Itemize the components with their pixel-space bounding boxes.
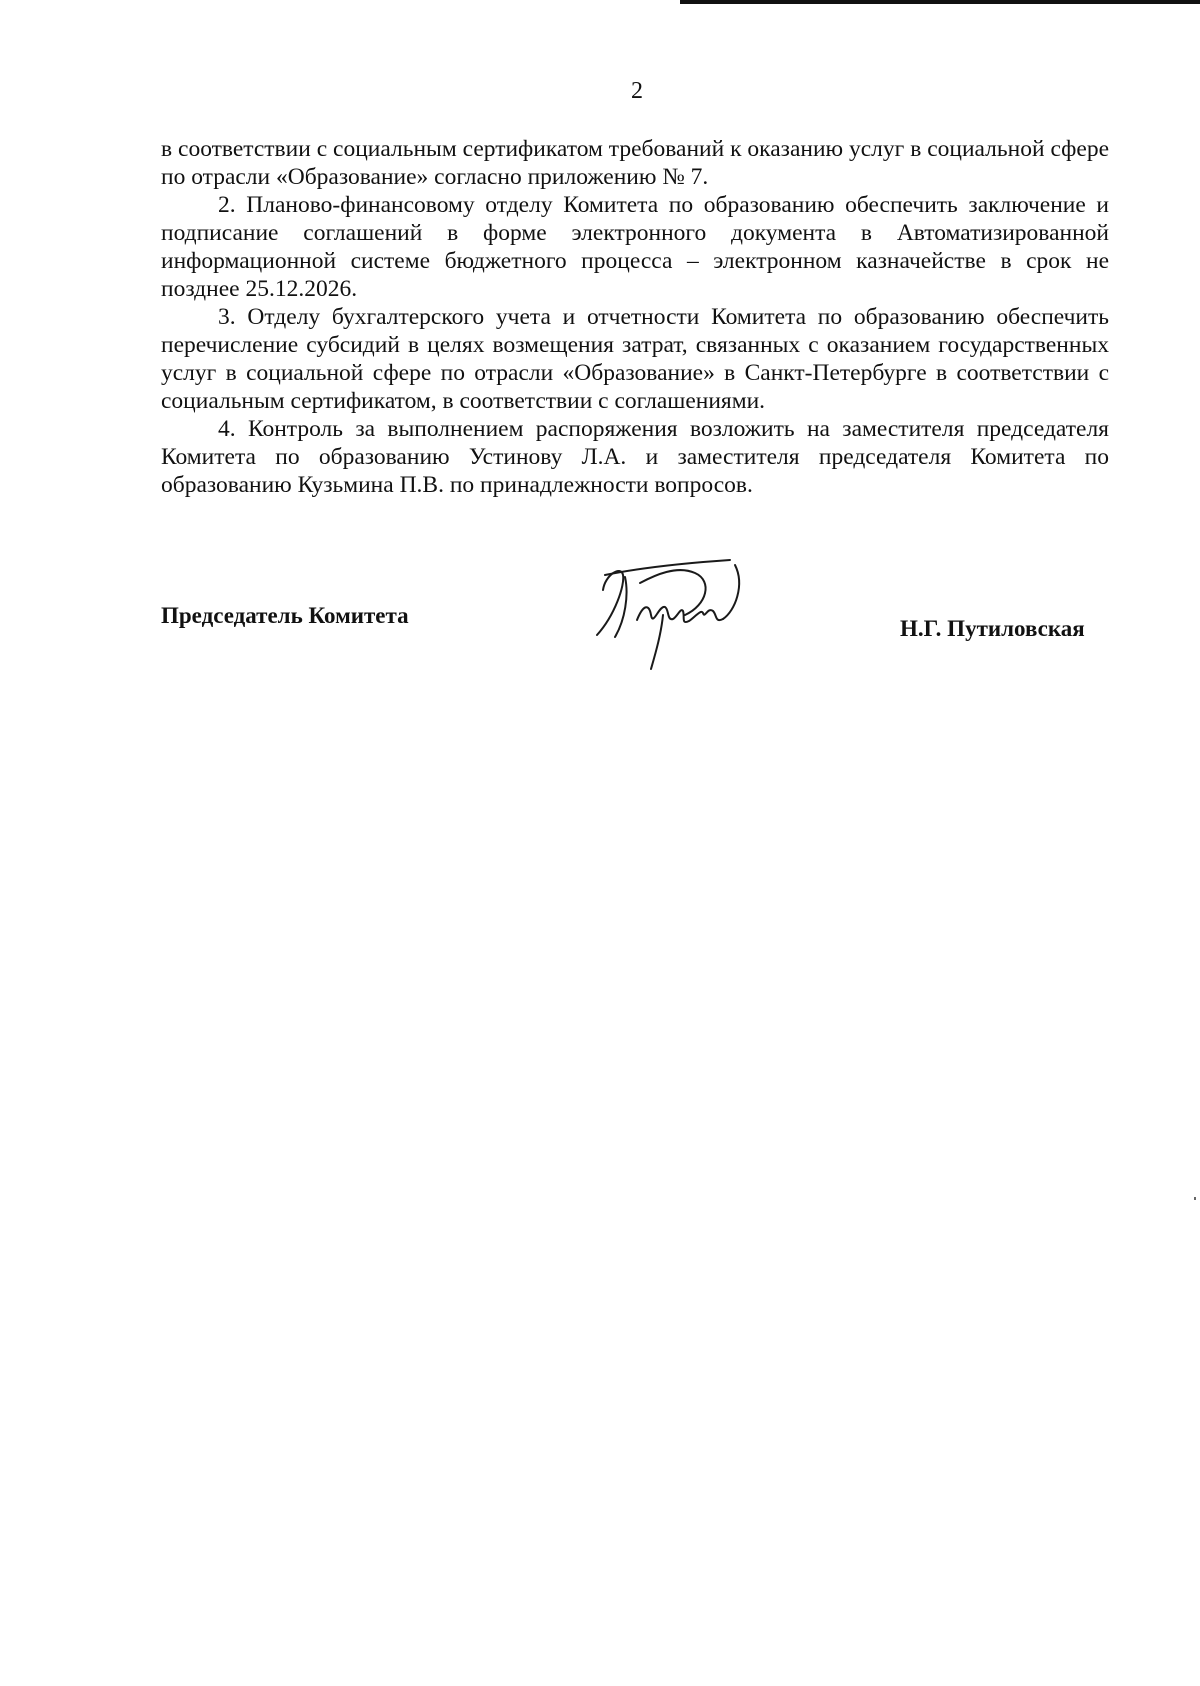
paragraph-item-4: 4. Контроль за выполнением распоряжения возложить на заместителя председателя Комитета по образованию Устинову Л.А. и заместителя председателя Комитета по образованию Кузьмина П.В. по принадлежности вопросов. — [161, 416, 1109, 498]
page-number: 2 — [631, 78, 643, 104]
document-body — [161, 135, 1109, 499]
top-border-line — [680, 0, 1200, 4]
handwritten-signature-icon — [585, 545, 775, 675]
signatory-title: Председатель Комитета — [161, 603, 409, 628]
paragraph-item-2: 2. Планово-финансовому отделу Комитета по образованию обеспечить заключение и подписание соглашений в форме электронного документа в Автоматизированной информационной системе бюджетного процесса – электронном казначействе в срок не позднее 25.12.2026. — [161, 192, 1109, 302]
paragraph-item-3: 3. Отделу бухгалтерского учета и отчетности Комитета по образованию обеспечить перечисление субсидий в целях возмещения затрат, связанных с оказанием государственных услуг в социальной сфере по отрасли «Образование» в Санкт-Петербурге в соответствии с социальным сертификатом, в соответствии с соглашениями. — [161, 304, 1109, 414]
scan-speck — [1194, 1197, 1196, 1200]
signatory-name: Н.Г. Путиловская — [900, 616, 1085, 641]
paragraph-continuation: в соответствии с социальным сертификатом требований к оказанию услуг в социальной сфере по отрасли «Образование» согласно приложению № 7. — [161, 136, 1109, 190]
